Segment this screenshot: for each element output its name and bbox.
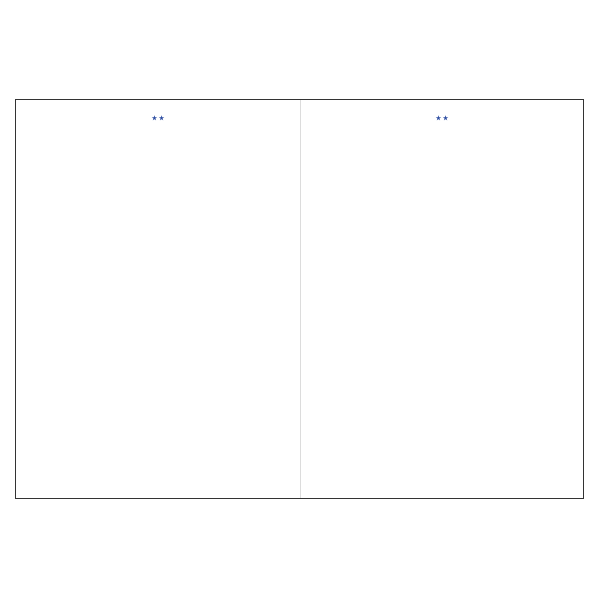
running-head-left <box>16 114 300 122</box>
star-icon: ★ <box>435 116 442 122</box>
right-page <box>301 100 583 498</box>
star-icon: ★ <box>151 116 158 122</box>
star-icon: ★ <box>442 116 449 122</box>
table-of-contents <box>46 137 275 147</box>
book-spread <box>15 99 584 499</box>
left-page <box>16 100 300 498</box>
body-text <box>328 203 557 211</box>
star-icon: ★ <box>158 116 165 122</box>
running-head-right <box>301 114 583 122</box>
